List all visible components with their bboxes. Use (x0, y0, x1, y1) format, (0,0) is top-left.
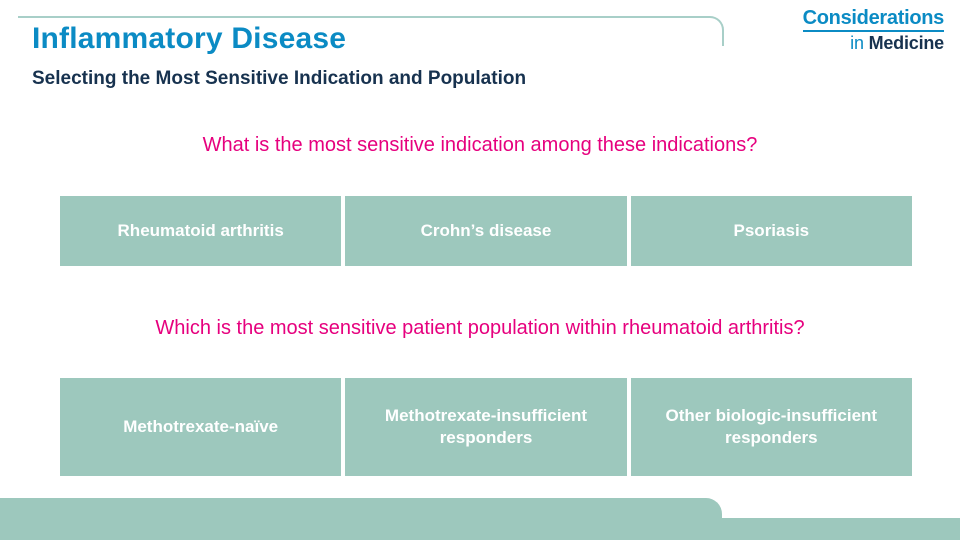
logo-divider (803, 30, 944, 32)
bottom-decorative-bar (0, 498, 722, 540)
question-2-options (60, 378, 912, 476)
logo-word-in: in (850, 33, 869, 53)
option-methotrexate-naive[interactable]: Methotrexate-naïve (60, 378, 341, 476)
option-psoriasis[interactable]: Psoriasis (631, 196, 912, 266)
page-title: Inflammatory Disease (32, 22, 347, 55)
question-1-options (60, 196, 912, 266)
question-1-text: What is the most sensitive indication among these indications? (202, 134, 758, 156)
logo-word-medicine: Medicine (868, 33, 944, 53)
page-subtitle: Selecting the Most Sensitive Indication and Population (32, 68, 527, 89)
option-methotrexate-insufficient-responders[interactable]: Methotrexate-insufficient responders (345, 378, 626, 476)
option-rheumatoid-arthritis[interactable]: Rheumatoid arthritis (60, 196, 341, 266)
option-crohns-disease[interactable]: Crohn’s disease (345, 196, 626, 266)
brand-logo (803, 8, 944, 53)
logo-line-considerations: Considerations (802, 7, 944, 29)
option-other-biologic-insufficient-responders[interactable]: Other biologic-insufficient responders (631, 378, 912, 476)
question-2-text: Which is the most sensitive patient population within rheumatoid arthritis? (155, 317, 805, 339)
bottom-decorative-strip (722, 518, 960, 540)
logo-line-in-medicine (803, 34, 944, 53)
